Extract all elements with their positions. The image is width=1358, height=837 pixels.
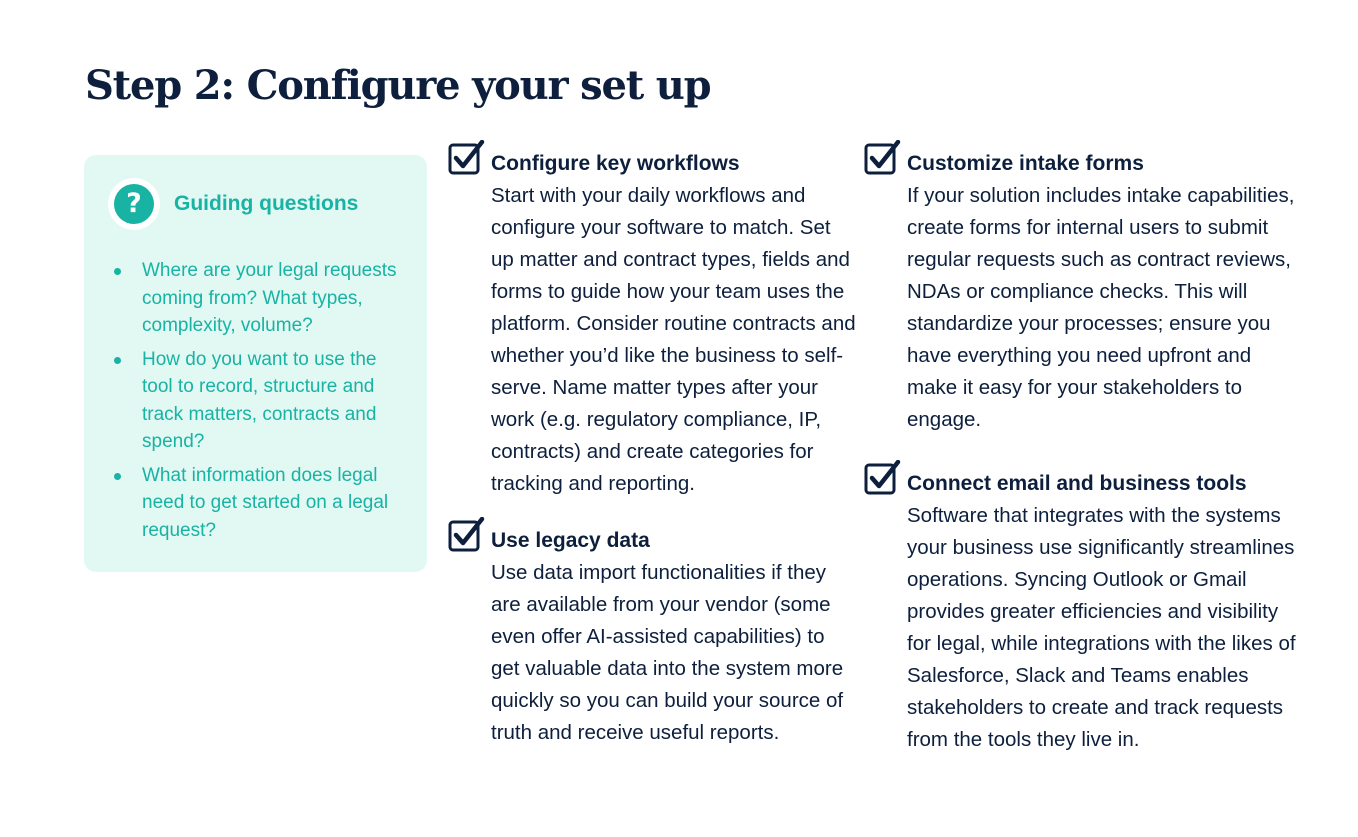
checkbox-checked-icon [448, 140, 486, 176]
question-icon-glyph: ? [114, 184, 154, 224]
bullet-icon [114, 268, 121, 275]
question-text: What information does legal need to get started on a legal request? [142, 464, 389, 541]
section-title: Customize intake forms [907, 152, 1144, 175]
section-connect-email-business-tools [907, 468, 1297, 756]
section-title: Use legacy data [491, 529, 650, 552]
checkbox-checked-icon [864, 140, 902, 176]
checkbox-checked-icon [864, 460, 902, 496]
list-item [112, 462, 412, 545]
guiding-questions-panel [84, 155, 427, 572]
list-item [112, 346, 412, 456]
question-text: How do you want to use the tool to record, structure and track matters, contracts and spend? [142, 348, 377, 452]
bullet-icon [114, 473, 121, 480]
guiding-questions-list [112, 257, 412, 550]
section-body: If your solution includes intake capabilities, create forms for internal users to submit regular requests such as contract reviews, NDAs or compliance checks. This will standardize your processes; ensure you have everything you need upfront and make it easy for your stakeholders to engage. [907, 184, 1295, 431]
section-body: Start with your daily workflows and configure your software to match. Set up matter and contract types, fields and forms to guide how your team uses the platform. Consider routine contracts and whether you’d like the business to self-serve. Name matter types after your work (e.g. regulatory compliance, IP, contracts) and create categories for tracking and reporting. [491, 184, 856, 495]
section-configure-key-workflows [491, 148, 856, 500]
section-title: Configure key workflows [491, 152, 740, 175]
section-customize-intake-forms [907, 148, 1297, 436]
list-item [112, 257, 412, 340]
question-text: Where are your legal requests coming from? What types, complexity, volume? [142, 260, 397, 336]
guiding-questions-heading: Guiding questions [174, 192, 359, 215]
question-icon [108, 178, 160, 230]
checkbox-checked-icon [448, 517, 486, 553]
section-use-legacy-data [491, 525, 856, 749]
bullet-icon [114, 357, 121, 364]
page-title: Step 2: Configure your set up [85, 62, 711, 109]
section-title: Connect email and business tools [907, 472, 1247, 495]
section-body: Use data import functionalities if they are available from your vendor (some even offer AI-assisted capabilities) to get valuable data into the system more quickly so you can build your source of truth and receive useful reports. [491, 561, 844, 744]
section-body: Software that integrates with the systems your business use significantly streamlines operations. Syncing Outlook or Gmail provides greater efficiencies and visibility for legal, while integrations with the likes of Salesforce, Slack and Teams enables stakeholders to create and track requests from the tools they live in. [907, 504, 1296, 751]
